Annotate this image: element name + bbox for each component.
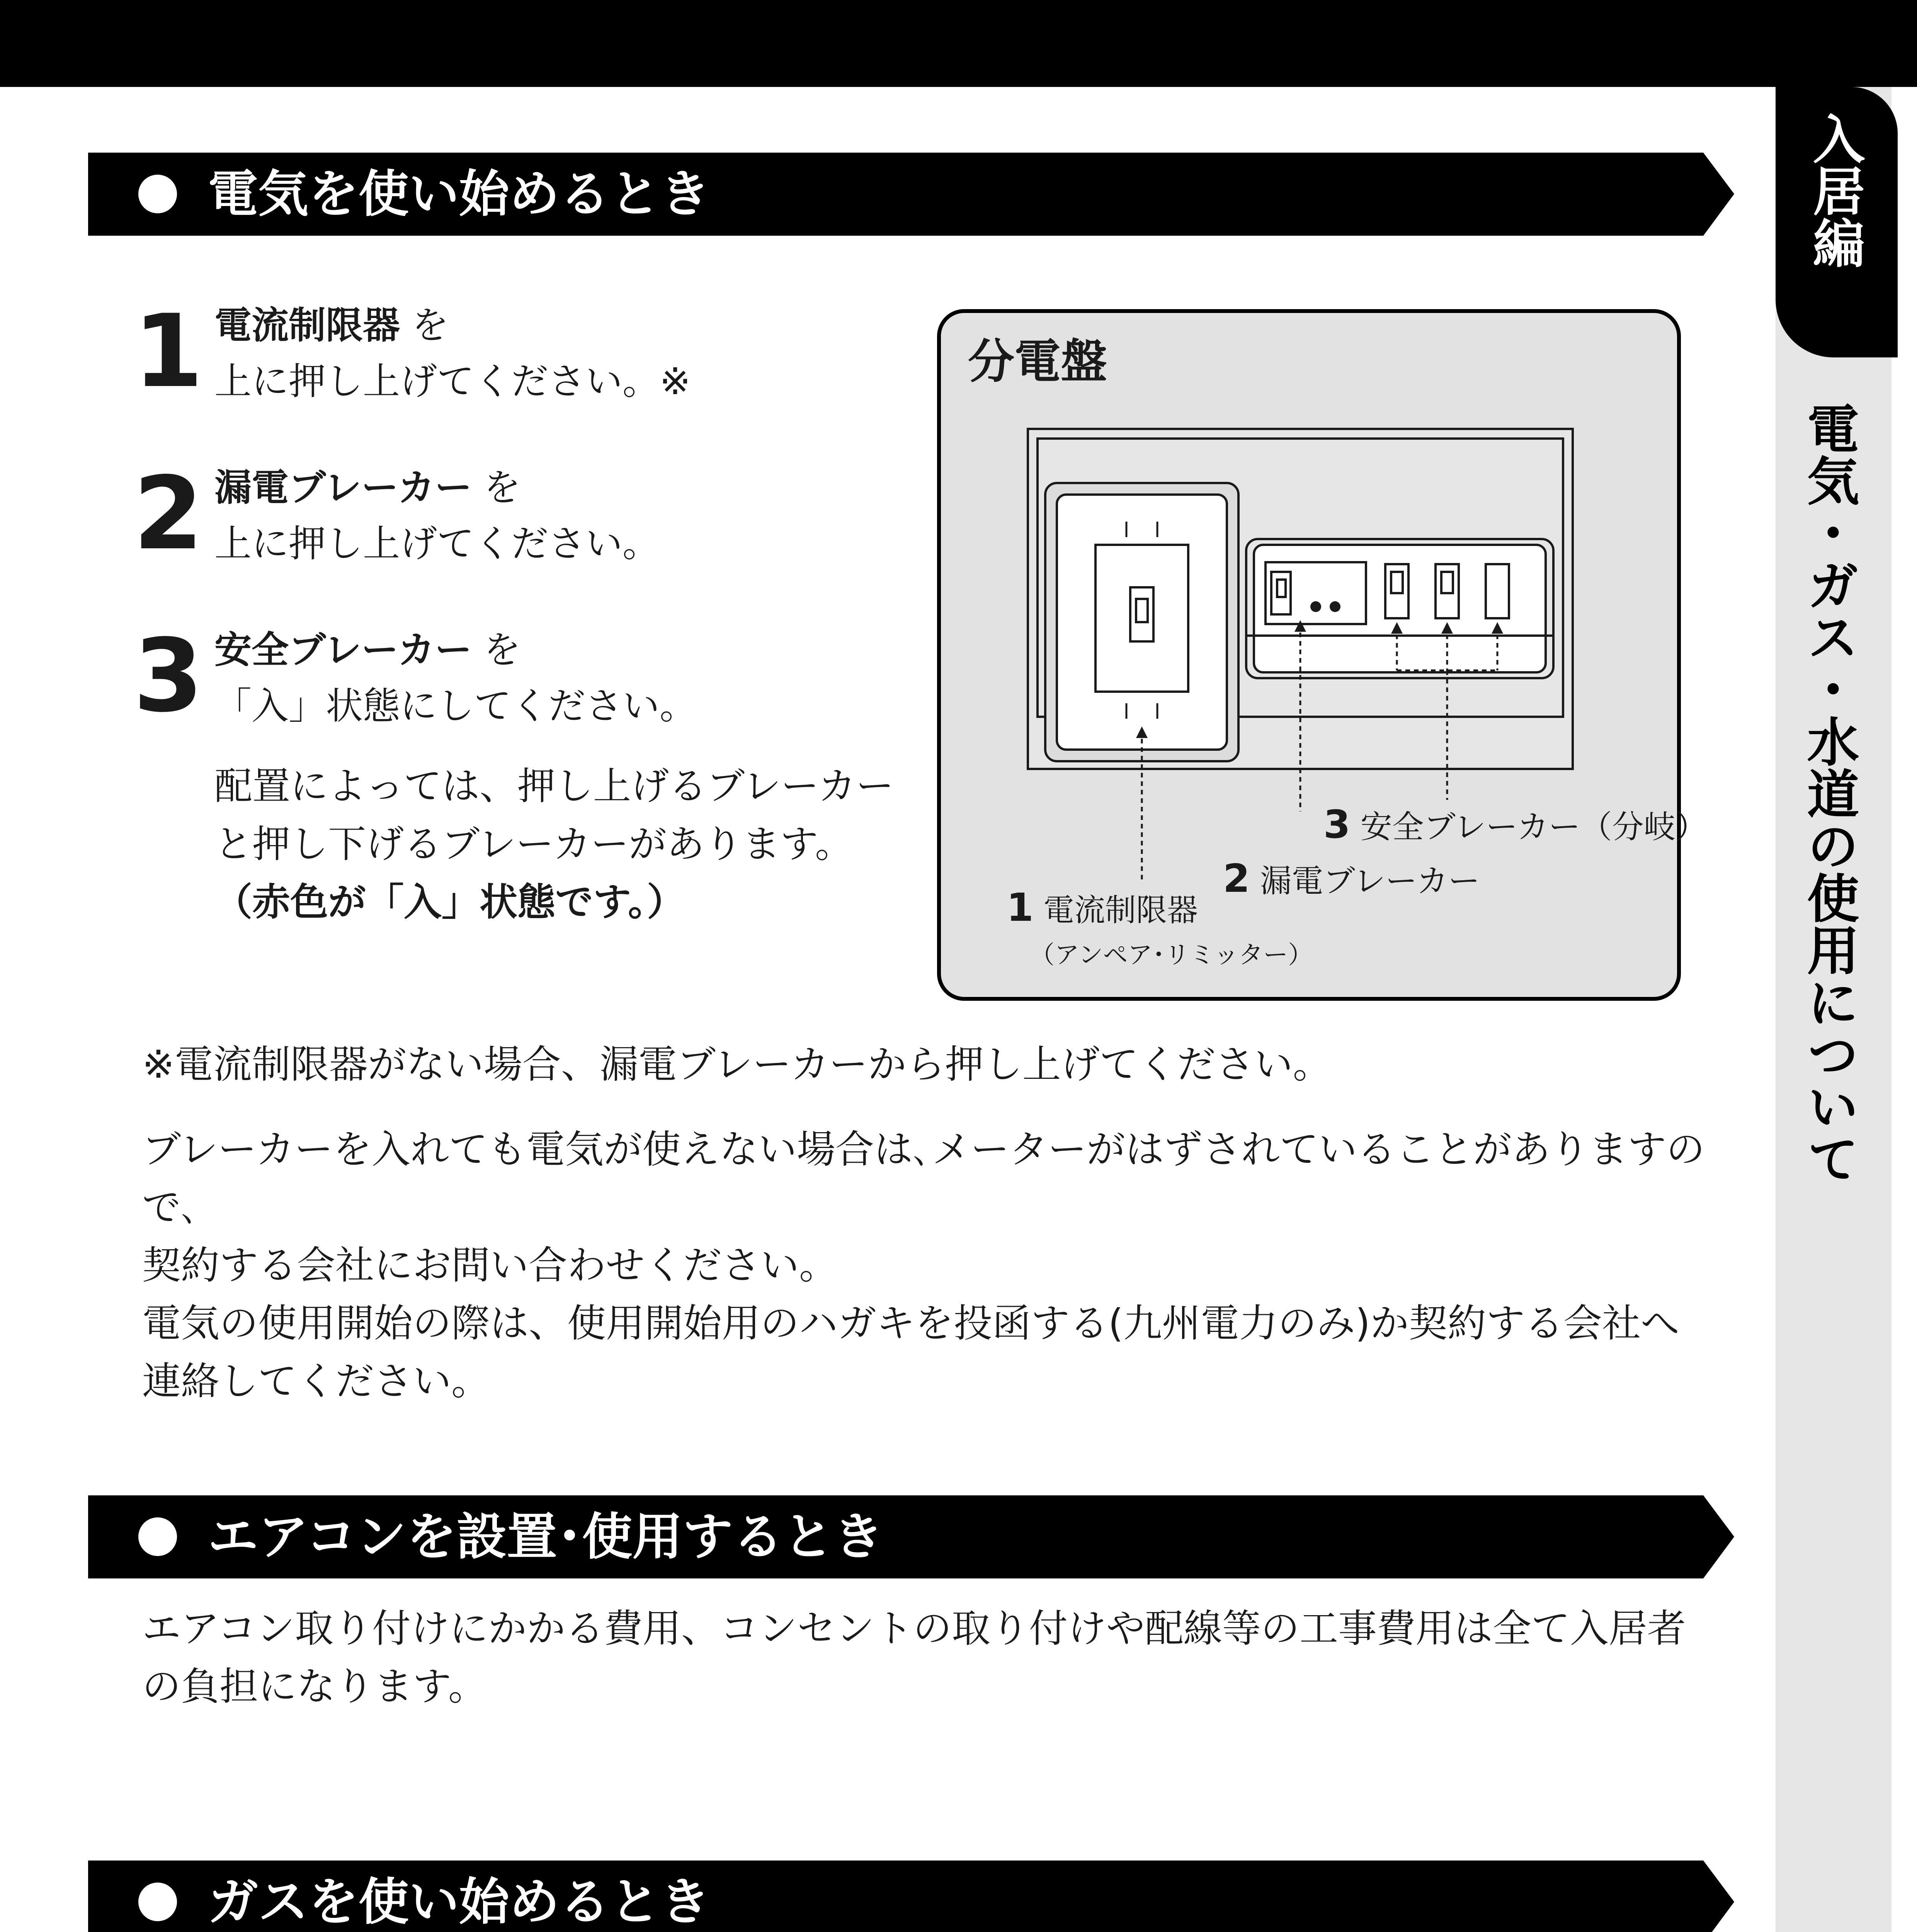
para-line: エアコン取り付けにかかる費用、コンセントの取り付けや配線等の工事費用は全て入居者	[142, 1606, 1686, 1651]
bullet-icon	[138, 1883, 177, 1921]
side-section-label: 電気・ガス・水道の使用について	[1798, 402, 1859, 1184]
label-current-limiter	[1007, 885, 1198, 930]
label-current-limiter-sub: （アンペア･リミッター）	[1030, 941, 1313, 969]
top-bar	[0, 0, 1917, 87]
step-name: 電流制限器	[214, 304, 400, 347]
step-number: 1	[133, 293, 203, 410]
section-heading-gas	[88, 1861, 1703, 1932]
label-number: 3	[1323, 802, 1351, 847]
section-title: エアコンを設置･使用するとき	[208, 1507, 884, 1566]
para-line: 連絡してください。	[142, 1359, 490, 1404]
label-text: 漏電ブレーカー	[1260, 863, 1480, 900]
bullet-icon	[138, 1517, 177, 1556]
step-suffix: を	[472, 466, 521, 509]
para-line: 契約する会社にお問い合わせください。	[142, 1243, 838, 1288]
footnote: ※電流制限器がない場合、漏電ブレーカーから押し上げてください。	[142, 1042, 1332, 1087]
label-safety-breaker	[1323, 802, 1707, 847]
breaker-note	[214, 757, 894, 931]
para-line: ブレーカーを入れても電気が使えない場合は､メーターがはずされていることがありますので､	[142, 1127, 1705, 1230]
section-title: ガスを使い始めるとき	[208, 1872, 711, 1931]
step-line: 「入」状態にしてください。	[214, 684, 697, 728]
aircon-paragraph	[142, 1600, 1726, 1716]
section-title: 電気を使い始めるとき	[208, 165, 711, 223]
label-earth-leakage-breaker	[1223, 856, 1480, 901]
step-name: 安全ブレーカー	[214, 628, 472, 672]
section-heading-electricity	[88, 153, 1703, 236]
step-line: 上に押し上げてください。	[214, 522, 660, 565]
section-heading-aircon	[88, 1495, 1703, 1578]
distribution-panel-diagram	[937, 309, 1707, 1001]
step-text	[214, 298, 691, 410]
step-text	[214, 622, 697, 734]
step-suffix: を	[400, 304, 449, 347]
step-suffix: を	[472, 628, 521, 672]
step-text	[214, 460, 660, 572]
para-line: 電気の使用開始の際は、使用開始用のハガキを投函する(九州電力のみ)か契約する会社へ	[142, 1301, 1680, 1346]
electricity-paragraph	[142, 1121, 1726, 1410]
panel-title: 分電盤	[968, 335, 1107, 389]
step-line: 上に押し上げてください。※	[214, 360, 691, 403]
label-number: 1	[1007, 885, 1034, 930]
label-text: 電流制限器	[1043, 892, 1198, 928]
step-number: 3	[133, 618, 203, 735]
step-number: 2	[133, 456, 203, 572]
bullet-icon	[138, 175, 177, 213]
label-number: 2	[1223, 856, 1250, 901]
note-line: 配置によっては、押し上げるブレーカー	[214, 764, 894, 808]
label-text: 安全ブレーカー（分岐）	[1360, 809, 1707, 845]
note-line: と押し下げるブレーカーがあります。	[214, 822, 853, 866]
side-tab-label: 入居編	[1804, 112, 1865, 269]
note-emphasis: （赤色が「入」状態です。）	[214, 880, 685, 924]
para-line: の負担になります。	[142, 1664, 487, 1709]
step-name: 漏電ブレーカー	[214, 466, 472, 509]
